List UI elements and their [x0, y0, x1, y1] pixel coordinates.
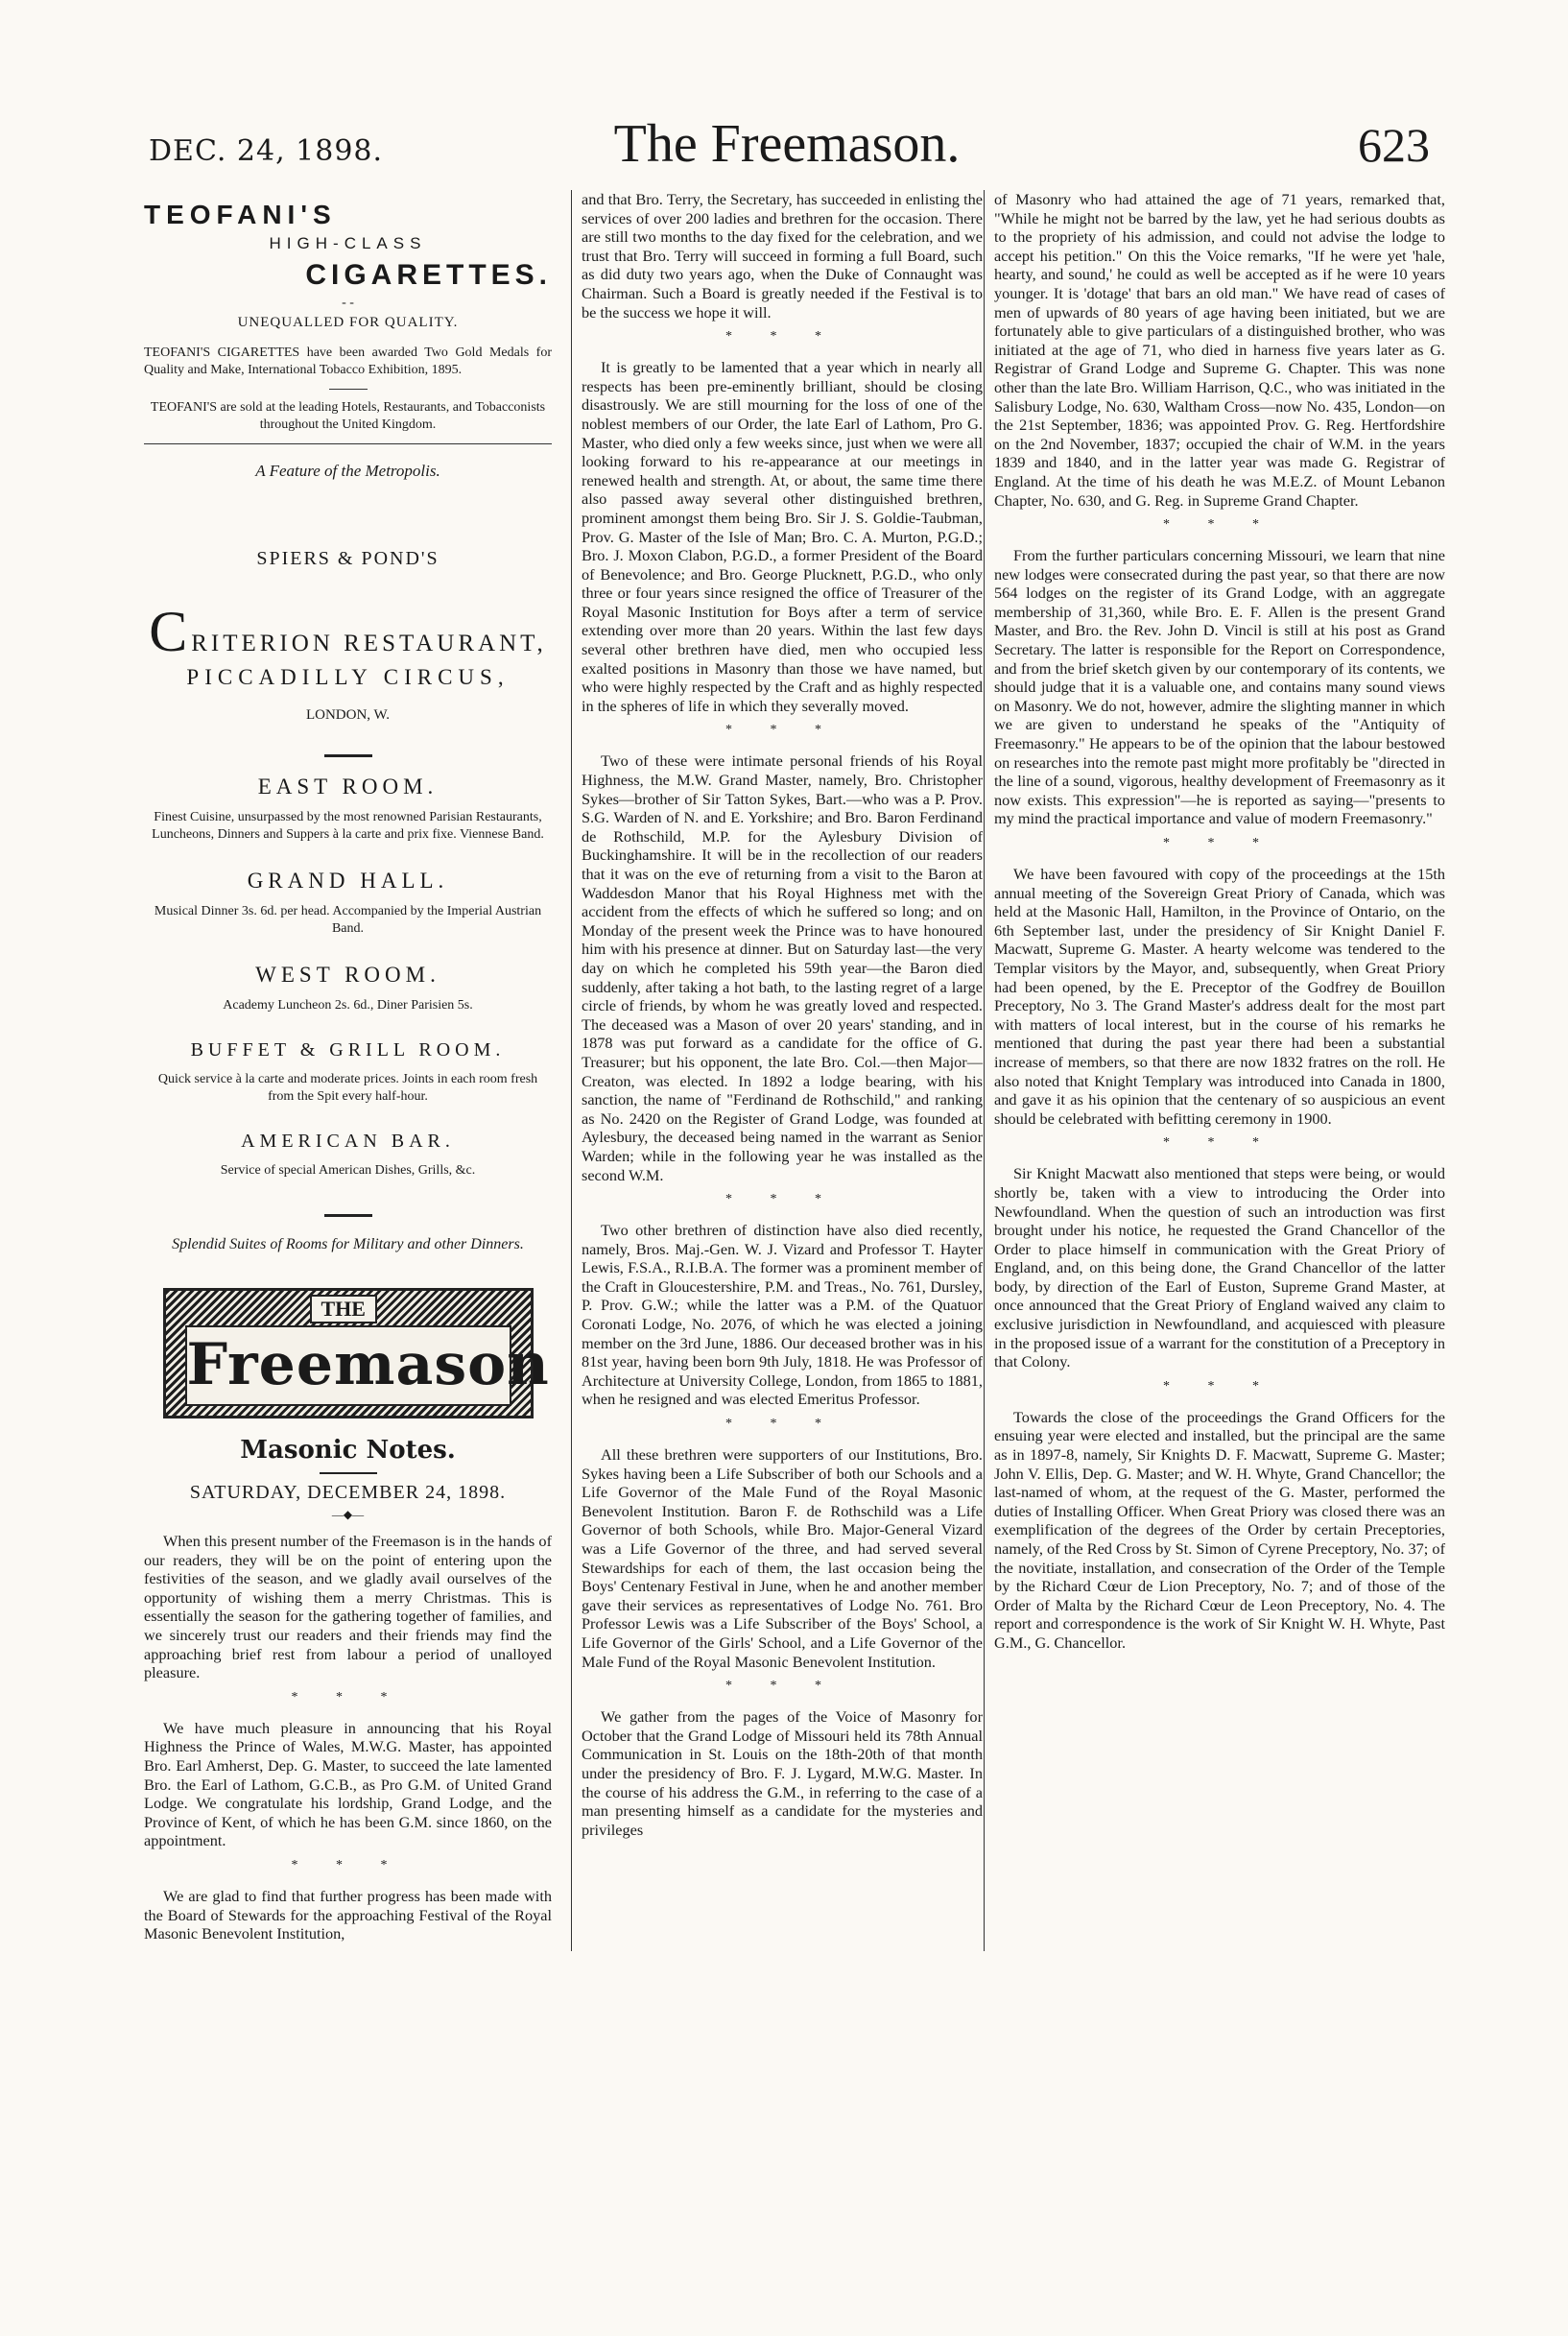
feature-tagline: A Feature of the Metropolis.: [255, 462, 440, 480]
stars-divider: * * *: [725, 1679, 839, 1694]
sold-text: TEOFANI'S are sold at the leading Hotels, Restaurants, and Tobacconists throughout the United Kingdom.: [150, 400, 546, 432]
article-paragraph: All these brethren were supporters of our Institutions, Bro. Sykes having been a Life Subscriber of both our Schools and a Life Governor of the Male Fund of the Royal Masonic Benevolent Institution. Baron F. de Rothschild was a Life Governor of both Schools, while Bro. Major-General Vizard was a Life Governor of the three, and had served several Stewardships for each of them, the last occasion being the Boys' Centenary Festival in June, when he and another member gave their services as representatives of Lodge No. 761. Bro Professor Lewis was a Life Subscriber of the Boys' School, a Life Governor of the Girls' School, and a Life Governor of the Male Fund of the Royal Masonic Benevolent Institution.: [582, 1445, 983, 1671]
masthead-name: Freemason: [185, 1325, 511, 1406]
east-room-desc: Finest Cuisine, unsurpassed by the most renowned Parisian Restaurants, Luncheons, Dinners and Suppers à la carte and prix fixe. Viennese Band.: [152, 810, 544, 842]
cigarettes-label: CIGARETTES.: [305, 259, 552, 291]
buffet-heading: BUFFET & GRILL ROOM.: [190, 1039, 506, 1061]
stars-divider: * * *: [1163, 1378, 1276, 1394]
spiers-label: SPIERS & POND'S: [256, 548, 440, 569]
article-paragraph: and that Bro. Terry, the Secretary, has succeeded in enlisting the services of over 200 ladies and brethren for the occasion. There are still two months to the day fixed for the celebration, and we trust that Bro. Terry will succeed in forming a full Board, such as did duty two years ago, when the Duke of Connaught was Chairman. Such a Board is greatly needed if the Festival is to be the success we hope it will.: [582, 190, 983, 322]
column-3: [984, 190, 1445, 1951]
short-rule: [329, 389, 368, 390]
piccadilly-label: PICCADILLY CIRCUS,: [186, 665, 510, 689]
title-rule: [320, 1472, 377, 1474]
article-paragraph: From the further particulars concerning Missouri, we learn that nine new lodges were consecrated during the past year, so that there are now 564 lodges on the register of its Grand Lodge, with an aggregate membership of 31,360, while Bro. E. F. Allen is the present Grand Master, and Bro. the Rev. John D. Vincil is still at his post as Grand Secretary. The latter is responsible for the Report on Correspondence, and from the brief sketch given by our contemporary of its contents, we should judge that it is a valuable one, and contains many sound views on Masonry. We do not, however, admire the slighting manner in which we are given to understand he speaks of the "Antiquity of Freemasonry." He appears to be of the opinion that the labour bestowed on researches into the remote past might more profitably be "directed in the line of a sound, vigorous, healthy development of Freemasonry as it now exists. This expression"—he is reported as saying—"presents to my mind the practical importance and value of modern Freemasonry.": [994, 546, 1445, 828]
west-room-heading: WEST ROOM.: [255, 963, 440, 987]
ornament-divider: —◆—: [331, 1508, 365, 1521]
newspaper-title: The Freemason.: [613, 114, 961, 174]
section-date: SATURDAY, DECEMBER 24, 1898.: [189, 1482, 507, 1503]
american-bar-heading: AMERICAN BAR.: [241, 1131, 455, 1152]
grand-hall-heading: GRAND HALL.: [247, 869, 449, 893]
section-title: Masonic Notes.: [240, 1436, 456, 1465]
divider: [144, 443, 552, 444]
unequalled-label: UNEQUALLED FOR QUALITY.: [237, 315, 459, 330]
issue-date: DEC. 24, 1898.: [149, 134, 384, 168]
criterion-advert: [144, 548, 552, 1257]
article-paragraph: Towards the close of the proceedings the Grand Officers for the ensuing year were elected and installed, but the principal are the same as in 1897-8, namely, Sir Knights D. F. Macwatt, Supreme G. Master; John V. Ellis, Dep. G. Master; and W. H. Whyte, Grand Chancellor; the last-named of whom, at the request of the G. Master, performed the duties of Installing Officer. When Great Priory was closed there was an exemplification of the degrees of the Order by certain Preceptories, namely, of the Red Cross by St. Simon of Cyrene Preceptory, No. 37; of the novitiate, installation, and consecration of the Order of the Temple by the Richard Cœur de Lion Preceptory, No. 7; and of those of the Order of Malta by the Richard Cœur de Leon Preceptory, No. 4. The report and correspondence is the work of Sir Knight W. H. Whyte, Past G.M., G. Chancellor.: [994, 1407, 1445, 1652]
article-paragraph: We are glad to find that further progress has been made with the Board of Stewards for the approaching Festival of the Royal Masonic Benevolent Institution,: [144, 1886, 552, 1943]
ad-dash: - -: [342, 296, 354, 310]
article-paragraph: Sir Knight Macwatt also mentioned that steps were being, or would shortly be, taken with a view to introducing the Order into Newfoundland. When the question of such an introduction was first brought under his notice, he requested the Grand Chancellor of the Order to place himself in communication with the Great Priory of England, and, on this being done, the Grand Chancellor of the latter body, by direction of the Earl of Euston, Supreme Grand Master, at once announced that the Great Priory of England waived any claim to exclusive jurisdiction in Newfoundland, and acquiesced with pleasure in the proposed issue of a warrant for the constitution of a Preceptory in that Colony.: [994, 1164, 1445, 1371]
london-label: LONDON, W.: [305, 707, 391, 723]
article-paragraph: When this present number of the Freemason is in the hands of our readers, they will be on the point of entering upon the festivities of the season, and we gladly avail ourselves of the opportunity of wishing them a merry Christmas. This is essentially the season for the gathering together of families, and we sincerely trust our readers and their friends may find the approaching brief rest from labour a period of unalloyed pleasure.: [144, 1532, 552, 1682]
thick-rule: [324, 1214, 372, 1217]
stars-divider: * * *: [725, 1192, 839, 1207]
column-1: [144, 190, 552, 1951]
masthead-the: THE: [310, 1295, 377, 1323]
article-paragraph: Two other brethren of distinction have also died recently, namely, Bros. Maj.-Gen. W. J. Vizard and Professor T. Hayter Lewis, F.S.A., R.I.B.A. The former was a prominent member of the Craft in Gloucestershire, P.M. and Treas., No. 761, Dursley, P. Prov. G.W.; while the latter was a P.M. of the Quatuor Coronati Lodge, No. 2076, of which he was elected a joining member on the 3rd June, 1886. Our deceased brother was in his 81st year, having been born 9th July, 1818. He was Professor of Architecture at University College, London, from 1865 to 1881, when he resigned and was elected Emeritus Professor.: [582, 1221, 983, 1409]
column-2: [571, 190, 983, 1951]
article-paragraph: It is greatly to be lamented that a year which in nearly all respects has been pre-eminently brilliant, should be closing disastrously. We are still mourning for the loss of one of the noblest members of our Order, the late Earl of Lathom, Pro G. Master, who died only a few weeks since, just when we were all looking forward to his re-appearance at our meetings in renewed health and strength. At, or about, the same time there also passed away several other distinguished brethren, prominent amongst them being Bro. Sir J. S. Goldie-Taubman, Prov. G. Master of the Isle of Man; Bro. C. A. Murton, P.G.D.; Bro. J. Moxon Clabon, P.G.D., a former President of the Board of Benevolence; and Bro. George Plucknett, P.G.D., who only three or four years since resigned the office of Treasurer of the Royal Masonic Institution for Boys after a term of service extending over more than 20 years. Within the last few days several other brethren have died, men who occupied less exalted positions in Masonry than those we have named, but who were highly respected by the Craft and as highly respected in the spheres of life in which they severally moved.: [582, 358, 984, 715]
article-paragraph: We have much pleasure in announcing that his Royal Highness the Prince of Wales, M.W.G. Master, has appointed Bro. Earl Amherst, Dep. G. Master, to succeed the late lamented Bro. the Earl of Lathom, G.C.B., as Pro G.M. of United Grand Lodge. We congratulate his lordship, Grand Lodge, and the Province of Kent, of which he has been G.M. since 1860, on the appointment.: [144, 1718, 552, 1850]
stars-divider: * * *: [1163, 1135, 1276, 1151]
american-bar-desc: Service of special American Dishes, Grills, &c.: [220, 1163, 476, 1178]
criterion-initial: C: [149, 600, 192, 663]
stars-divider: * * *: [725, 1417, 839, 1432]
west-room-desc: Academy Luncheon 2s. 6d., Diner Parisien 5s.: [223, 998, 473, 1013]
criterion-rest: RITERION RESTAURANT,: [191, 631, 547, 656]
awards-text: TEOFANI'S CIGARETTES have been awarded Two Gold Medals for Quality and Make, International Tobacco Exhibition, 1895.: [144, 346, 552, 377]
stars-divider: * * *: [291, 1857, 405, 1872]
stars-divider: * * *: [1163, 517, 1276, 533]
page-header: [144, 107, 1430, 184]
article-paragraph: of Masonry who had attained the age of 71 years, remarked that, "While he might not be barred by the law, yet he had serious doubts as to the propriety of his admission, and could not advise the lodge to accept his petition." On this the Voice remarks, "If he were yet 'hale, hearty, and sound,' he could as well be accepted as if he were 10 years younger. It is 'dotage' that bars an old man." We have read of cases of men of upwards of 80 years of age having been initiated, but we are fortunately able to give particulars of a distinguished brother, who was initiated at the age of 71, who died in harness five years later as G. Registrar of Grand Lodge and Supreme G. Chapter. This was none other than the late Bro. William Harrison, Q.C., who was initiated in the Salisbury Lodge, No. 630, Waltham Cross—now No. 435, London—on the 21st September, 1836; was appointed Prov. G. Reg. Hertfordshire on the 2nd November, 1837; occupied the chair of W.M. in the years 1839 and 1840, and in the latter year was made G. Registrar of England. At the time of his death he was M.E.Z. of Mount Lebanon Chapter, No. 630, and G. Reg. in Supreme Grand Chapter.: [994, 190, 1445, 510]
teofani-brand: TEOFANI'S: [144, 200, 337, 229]
article-paragraph: We have been favoured with copy of the proceedings at the 15th annual meeting of the Sovereign Great Priory of Canada, which was held at the Masonic Hall, Hamilton, in the Province of Ontario, on the 6th September last, under the presidency of Sir Knight Daniel F. Macwatt, Supreme G. Master. A hearty welcome was tendered to the Templar visitors by the Mayor, and, subsequently, when Great Priory had been opened, by the E. Preceptor of the Godfrey de Bouillon Preceptory, No 3. The Grand Master's address dealt for the most part with matters of local interest, but in the course of his remarks he mentioned that during the past year there had been a substantial increase of members, so that there are now 1832 fratres on the roll. He also noted that Knight Templary was introduced into Canada in 1800, and gave it as his opinion that the centenary of so auspicious an event should be celebrated with befitting ceremony in 1900.: [994, 865, 1445, 1128]
page-number: 623: [1358, 118, 1430, 172]
freemason-masthead-logo: [163, 1288, 550, 1418]
stars-divider: * * *: [725, 723, 839, 738]
criterion-heading: [144, 599, 552, 665]
stars-divider: * * *: [725, 329, 839, 345]
buffet-desc: Quick service à la carte and moderate prices. Joints in each room fresh from the Spit every half-hour.: [157, 1072, 538, 1104]
article-paragraph: Two of these were intimate personal friends of his Royal Highness, the M.W. Grand Master, namely, Bro. Christopher Sykes—brother of Sir Tatton Sykes, Bart.—who was a P. Prov. S.G. Warden of N. and E. Yorkshire; and Bro. Baron Ferdinand de Rothschild, M.P. for the Aylesbury Division of Buckinghamshire. It will be in the recollection of our readers that it was on the eve of returning from a visit to the Baron at Waddesdon Manor that his Royal Highness met with the accident from the effects of which he suffered so long; and on Monday of the present week the Prince was to have honoured him with his presence at dinner. But on Saturday last—the very day on which he completed his 59th year—the Baron died suddenly, after taking a hot bath, to the lasting regret of a large circle of friends, by whom he was greatly loved and respected. The deceased was a Mason of over 20 years' standing, and in 1878 was put forward as a candidate for the office of G. Treasurer; but his opponent, the late Bro. Col.—then Major—Creaton, was elected. In 1892 a lodge bearing, with his sanction, the name of "Ferdinand de Rothschild," and ranking as No. 2420 on the Register of Grand Lodge, was founded at Aylesbury, the deceased being named in the warrant as Senior Warden; while in the following year he was installed as the second W.M.: [582, 751, 983, 1184]
teofani-advert: [144, 200, 552, 434]
high-class-label: HIGH-CLASS: [269, 234, 427, 252]
grand-hall-desc: Musical Dinner 3s. 6d. per head. Accompanied by the Imperial Austrian Band.: [154, 904, 542, 936]
east-room-heading: EAST ROOM.: [257, 775, 439, 799]
thick-rule: [324, 754, 372, 757]
stars-divider: * * *: [1163, 836, 1276, 850]
suites-tagline: Splendid Suites of Rooms for Military and other Dinners.: [172, 1236, 524, 1252]
article-paragraph: We gather from the pages of the Voice of Masonry for October that the Grand Lodge of Missouri held its 78th Annual Communication in St. Louis on the 18th-20th of that month under the presidency of Bro. F. J. Lygard, M.W.G. Master. In the course of his address the G.M., in referring to the case of a man presenting himself as a candidate for the mysteries and privileges: [582, 1707, 983, 1839]
stars-divider: * * *: [291, 1689, 405, 1704]
